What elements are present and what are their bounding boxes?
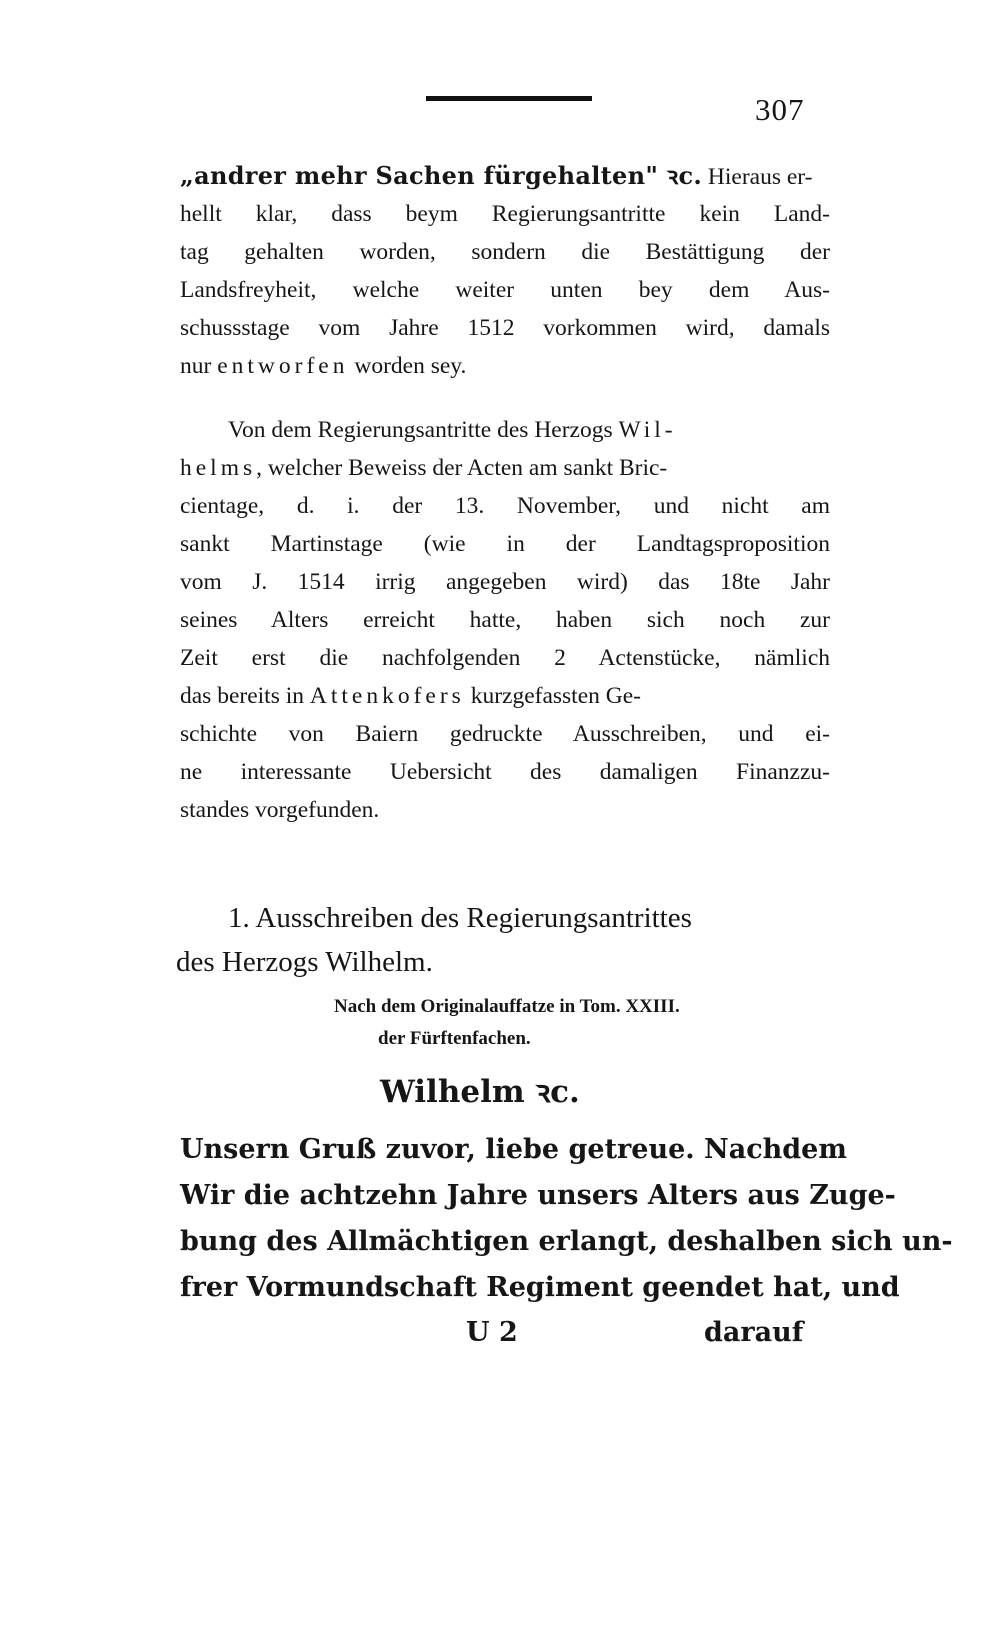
text-span: kurzgefassten Ge-: [464, 683, 641, 709]
text-line: [180, 348, 830, 384]
text-span: , welcher Beweiss der Acten am sankt Bric-: [256, 455, 668, 481]
page-number: 307: [755, 92, 805, 127]
text-span: das bereits in: [180, 683, 310, 709]
fraktur-line: frer Vormundschaft Regiment geendet hat, und: [180, 1272, 900, 1303]
text-line: Zeit erst die nachfolgenden 2 Actenstücke, nämlich: [180, 645, 830, 671]
text-line: standes vorgefunden.: [180, 797, 380, 823]
salutation: Wilhelm ꝛc.: [380, 1074, 580, 1110]
text-line: tag gehalten worden, sondern die Bestättigung der: [180, 239, 830, 265]
text-line: [228, 412, 830, 448]
text-span: Von dem Regierungsantritte des Herzogs: [228, 417, 619, 443]
fraktur-line: bung des Allmächtigen erlangt, deshalben sich un-: [180, 1226, 953, 1257]
emphasized-text: entworfen: [217, 353, 349, 379]
text-line: hellt klar, dass beym Regierungsantritte kein Land-: [180, 201, 830, 227]
text-line: sankt Martinstage (wie in der Landtagsproposition: [180, 531, 830, 557]
text-line: [180, 678, 830, 714]
text-line: Landsfreyheit, welche weiter unten bey dem Aus-: [180, 277, 830, 303]
text-span: worden sey.: [348, 353, 467, 379]
catchword: darauf: [704, 1317, 804, 1348]
text-span: nur: [180, 353, 218, 379]
signature-mark: U 2: [466, 1317, 518, 1348]
text-line: seines Alters erreicht hatte, haben sich noch zur: [180, 607, 830, 633]
emphasized-text: Attenkofers: [309, 683, 465, 709]
section-heading: des Herzogs Wilhelm.: [176, 946, 433, 978]
text-line: ne interessante Uebersicht des damaligen Finanzzu-: [180, 759, 830, 785]
section-heading: 1. Ausschreiben des Regierungsantrittes: [228, 902, 692, 934]
source-note: der Fürftenfachen.: [378, 1028, 531, 1049]
text-line: [180, 158, 830, 194]
fraktur-line: Unsern Gruß zuvor, liebe getreue. Nachdem: [180, 1134, 847, 1165]
fraktur-quote: „andrer mehr Sachen fürgehalten" ꝛc.: [180, 161, 703, 190]
text-line: cientage, d. i. der 13. November, und nicht am: [180, 493, 830, 519]
header-rule: [426, 96, 592, 101]
text-line: [180, 450, 830, 486]
emphasized-text: helms: [180, 455, 257, 481]
source-note: Nach dem Originalauffatze in Tom. XXIII.: [334, 996, 680, 1017]
emphasized-text: Wil-: [618, 417, 677, 443]
text-line: schussstage vom Jahre 1512 vorkommen wird, damals: [180, 315, 830, 341]
fraktur-line: Wir die achtzehn Jahre unsers Alters aus Zuge-: [180, 1180, 896, 1211]
text-line: schichte von Baiern gedruckte Ausschreiben, und ei-: [180, 721, 830, 747]
text-line: vom J. 1514 irrig angegeben wird) das 18te Jahr: [180, 569, 830, 595]
text-span: Hieraus er-: [702, 164, 813, 190]
